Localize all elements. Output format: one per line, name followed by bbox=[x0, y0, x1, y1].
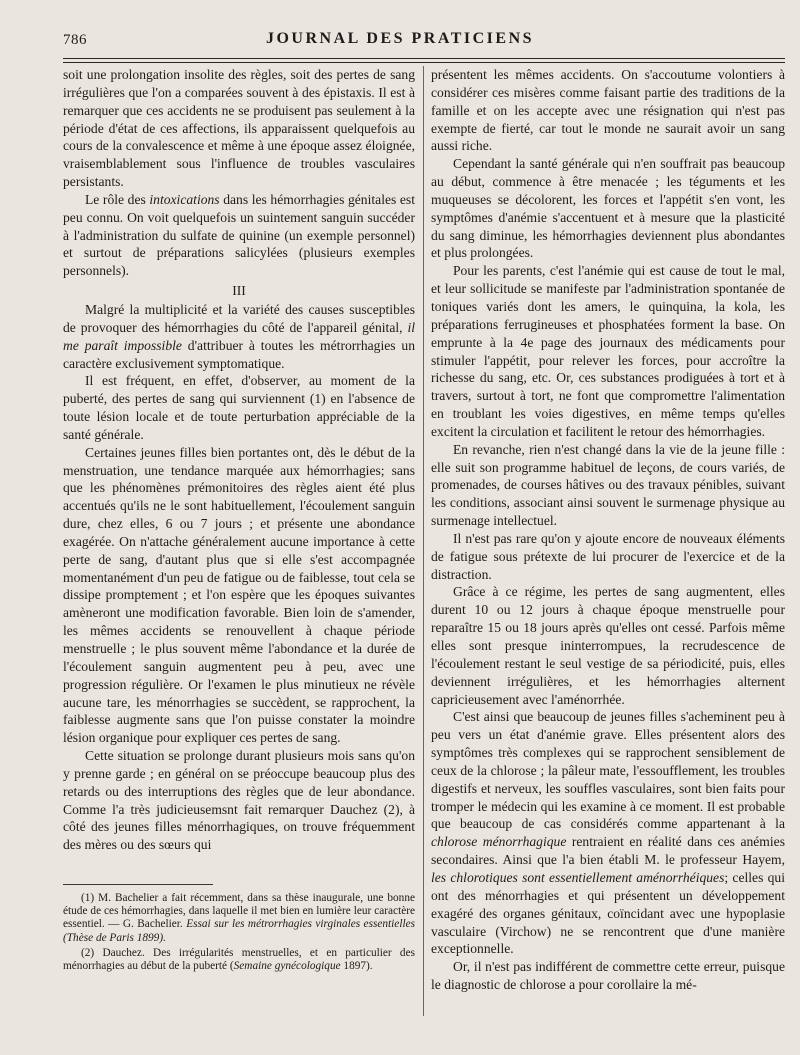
text-run: (1) M. Bachelier a fait récemment, dans sa thèse inaugurale, une bonne étude de ces hémorrhagies, dans laquelle il met bien en lumière leur caractère essentiel. — G. Bachelier. bbox=[63, 892, 415, 931]
paragraph bbox=[63, 301, 415, 372]
text-run: Le rôle des bbox=[85, 191, 150, 207]
text-run: d'attribuer à toutes les métrorrhagies un caractère exclusivement symptomatique. bbox=[63, 337, 415, 371]
italic-title: Semaine gynécologique bbox=[233, 960, 341, 973]
running-title: JOURNAL DES PRATICIENS bbox=[265, 30, 535, 47]
paragraph-intoxications bbox=[63, 191, 415, 280]
page-number: 786 bbox=[63, 32, 87, 48]
paragraph: Il est fréquent, en effet, d'observer, au moment de la puberté, des pertes de sang qui surviennent (1) en l'absence de toute lésion locale et de toute perturbation appréciable de la santé générale. bbox=[63, 373, 415, 442]
paragraph: présentent les mêmes accidents. On s'accoutume volontiers à considérer ces misères comme faisant partie des traditions de la famille et on les accepte avec une résignation qui n'est pas exempte de fierté, car tout le monde ne saurait avoir un sang aussi riche. bbox=[431, 67, 785, 154]
paragraph bbox=[431, 708, 785, 958]
paragraph: Or, il n'est pas indifférent de commettre cette erreur, puisque le diagnostic de chlorose a pour corollaire la mé- bbox=[431, 959, 785, 993]
right-column bbox=[431, 66, 785, 994]
paragraph: Certaines jeunes filles bien portantes ont, dès le début de la menstruation, une tendance marquée aux hémorrhagies; sans que les phénomènes prémonitoires des règles aient été plus accentués qu'ils ne le sont habituellement, l'écoulement sanguin dure, chez elles, 6 ou 7 jours ; et présente une abondance exagérée. On n'attache généralement aucune importance à cette perte de sang, d'autant plus que si elle s'est accompagnée momentanément d'un peu de fatigue ou de faiblesse, tout cela se dissipe promptement ; et l'on espère que les époques suivantes amèneront une modification favorable. Bien loin de s'amender, les mêmes accidents se renouvellent à chaque période menstruelle ; le plus souvent même l'abondance et la durée de l'écoulement sanguin augmentent peu à peu, avec une progression régulière. Or l'examen le plus minutieux ne révèle aucune tare, les ménorrhagies se succèdent, se rapprochent, la faiblesse augmente sans que l'on puisse constater la moindre lésion organique pour expliquer ces pertes de sang. bbox=[63, 444, 415, 746]
text-run: 1897). bbox=[340, 960, 373, 973]
text-run: ; celles qui ont des ménorrhagies et qui présentent un développement exagéré des organes génitaux, coïncidant avec une hypoplasie vasculaire (Virchow) ne se rencontrent que d'une manière exceptionnelle. bbox=[431, 869, 785, 957]
header-rule bbox=[63, 58, 785, 59]
footnote-1 bbox=[63, 892, 415, 945]
header-rule-thin bbox=[63, 62, 785, 63]
italic-phrase: les chlorotiques sont essentiellement aménorrhéiques bbox=[431, 869, 725, 885]
section-number: III bbox=[232, 283, 246, 299]
paragraph: Il n'est pas rare qu'on y ajoute encore de nouveaux éléments de fatigue sous prétexte de lui procurer de l'exercice et de la distraction. bbox=[431, 530, 785, 582]
text-run: rentraient en réalité dans ces anémies secondaires. Ainsi que l'a bien établi M. le professeur Hayem, bbox=[431, 834, 785, 868]
text-run: Malgré la multiplicité et la variété des causes susceptibles de provoquer des hémorrhagies du côté de l'appareil génital, bbox=[63, 301, 415, 335]
paragraph: Cependant la santé générale qui n'en souffrait pas beaucoup au début, commence à être menacée ; les téguments et les muqueuses se décolorent, les forces et l'appétit s'en vont, les symptômes d'anémie s'accentuent et à mesure que la plasticité du sang diminue, les hémorrhagies deviennent plus abondantes et plus prolongées. bbox=[431, 156, 785, 261]
paragraph: soit une prolongation insolite des règles, soit des pertes de sang irrégulières que l'on a comparées souvent à des épistaxis. Il est à remarquer que ces accidents ne se produisent pas seulement à la période d'état de ces affections, ils apparaissent quelquefois au cours de la convalescence et même à une époque assez éloignée, vraisemblablement sous l'influence de troubles vasculaires persistants. bbox=[63, 67, 415, 190]
text-run: dans les hémorrhagies génitales est peu connu. On voit quelquefois un suintement sanguin succéder à l'administration du sulfate de quinine (un exemple personnel) et surtout de préparations salicylées (plusieurs exemples personnels). bbox=[63, 191, 415, 279]
left-column bbox=[63, 66, 415, 854]
paragraph: Grâce à ce régime, les pertes de sang augmentent, elles durent 10 ou 12 jours à chaque époque menstruelle pour reparaître 15 ou 18 jours après qu'elles ont cessé. Parfois même elles sont presque ininterrompues, la recrudescence de l'écoulement restant le seul vestige de sa périodicité, puis, elles deviennent irrégulières, et les hémorrhagies alternent capricieusement avec l'aménorrhée. bbox=[431, 584, 785, 707]
page-header bbox=[0, 28, 800, 58]
italic-term: intoxications bbox=[149, 191, 220, 207]
paragraph: Pour les parents, c'est l'anémie qui est cause de tout le mal, et leur sollicitude se manifeste par l'administration spontanée de toniques variés dont les amers, le quinquina, la kola, les préparations ferrugineuses et phosphatées forment la base. On emprunte à la 4e page des journaux des médicaments pour stimuler l'appétit, pour relever les forces, pour accroître la richesse du sang, etc. Or, ces substances prodiguées à tort et à travers, surtout à tort, ne font que compromettre l'alimentation en troublant les voies digestives, en même temps qu'elles excitent la circulation et facilitent le retour des hémorrhagies. bbox=[431, 263, 785, 439]
italic-title: Essai sur les métrorrhagies virginales essentielles (Thèse de Paris 1899). bbox=[63, 918, 416, 944]
footnote-2 bbox=[63, 947, 415, 973]
footnote-rule bbox=[63, 884, 213, 885]
paragraph: Cette situation se prolonge durant plusieurs mois sans qu'on y prenne garde ; en général on se préoccupe beaucoup plus des retards ou des interruptions des règles que de leur abondance. Comme l'a très judicieusemsnt fait remarquer Dauchez (2), à côté des jeunes filles ménorrhagiques, on trouve fréquemment des mères ou des sœurs qui bbox=[63, 748, 415, 853]
italic-phrase: il me paraît impossible bbox=[63, 319, 415, 353]
text-run: C'est ainsi que beaucoup de jeunes filles s'acheminent peu à peu vers un état d'anémie grave. Elles présentent alors des symptômes très complexes qui se rapprochent sensiblement de ceux de la chlorose ; la pâleur mate, l'essoufflement, les troubles digestifs et nerveux, les souffles vasculaires, sont bien faits pour tromper le médecin qui les examine à ce moment. Il est probable que beaucoup de cas considérés comme appartenant à la bbox=[431, 709, 785, 832]
text-run: (2) Dauchez. Des irrégularités menstruelles, et en particulier des ménorrhagies au début de la puberté ( bbox=[63, 946, 415, 973]
column-divider bbox=[423, 66, 424, 1016]
footnotes bbox=[63, 892, 415, 975]
paragraph: En revanche, rien n'est changé dans la vie de la jeune fille : elle suit son programme habituel de leçons, de cours variés, de promenades, de courses hâtives ou des travaux pénibles, suivant les conditions, associant ainsi souvent le surmenage physique au surmenage intellectuel. bbox=[431, 441, 785, 529]
italic-term: chlorose ménorrhagique bbox=[431, 834, 567, 850]
